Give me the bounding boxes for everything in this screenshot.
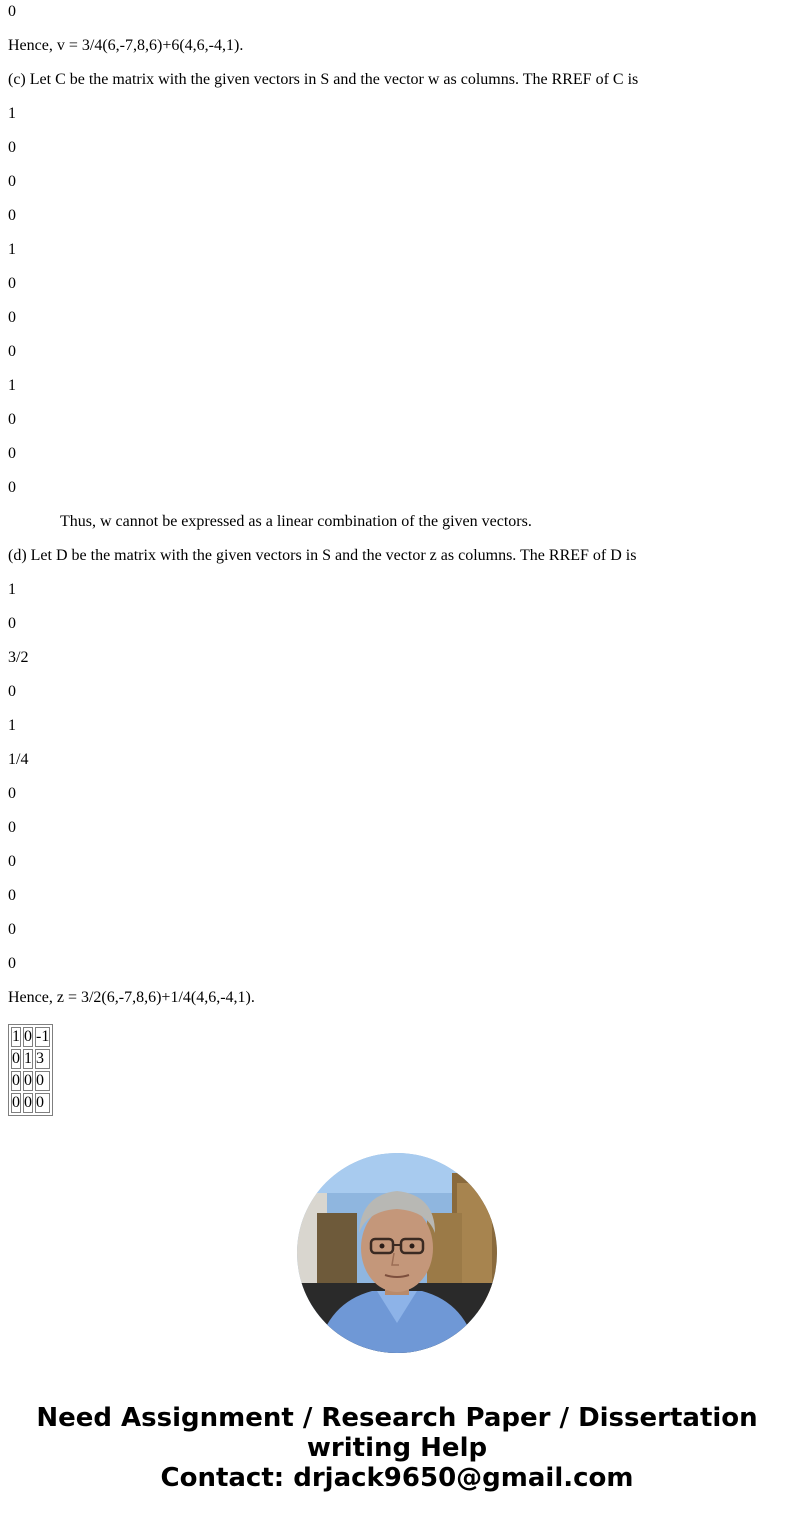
text-line: Hence, z = 3/2(6,-7,8,6)+1/4(4,6,-4,1). <box>8 989 255 1006</box>
tutor-avatar-photo <box>297 1153 497 1353</box>
matrix-cell: 0 <box>35 1093 50 1113</box>
text-line: 0 <box>8 173 16 190</box>
promo-line-2: writing Help <box>306 1433 488 1463</box>
text-line: Thus, w cannot be expressed as a linear combination of the given vectors. <box>60 513 532 530</box>
text-line: 0 <box>8 207 16 224</box>
text-line: 1 <box>8 581 16 598</box>
text-line: 0 <box>8 683 16 700</box>
text-line: 1 <box>8 377 16 394</box>
text-line: 0 <box>8 785 16 802</box>
matrix-row <box>11 1027 50 1047</box>
text-line: 0 <box>8 615 16 632</box>
rref-matrix-table <box>8 1024 53 1116</box>
text-line: 0 <box>8 445 16 462</box>
text-line: (c) Let C be the matrix with the given vectors in S and the vector w as columns. The RREF of C is <box>8 71 639 88</box>
matrix-cell: 1 <box>24 1050 32 1067</box>
matrix-cell: 1 <box>12 1028 20 1045</box>
text-line: 0 <box>8 3 16 20</box>
text-line: 0 <box>8 343 16 360</box>
text-line: 3/2 <box>8 649 29 666</box>
matrix-row <box>11 1071 50 1091</box>
matrix-cell: 0 <box>12 1094 20 1111</box>
promo-contact-line: Contact: drjack9650@gmail.com <box>160 1463 634 1493</box>
matrix-cell: 0 <box>24 1072 32 1089</box>
text-line: 0 <box>8 139 16 156</box>
matrix-cell: 0 <box>35 1071 50 1091</box>
matrix-cell: 0 <box>12 1050 20 1067</box>
text-line: 1 <box>8 105 16 122</box>
matrix-cell: 0 <box>12 1072 20 1089</box>
text-line: 0 <box>8 411 16 428</box>
text-line: Hence, v = 3/4(6,-7,8,6)+6(4,6,-4,1). <box>8 37 244 54</box>
matrix-cell: 0 <box>24 1094 32 1111</box>
text-line: 0 <box>8 819 16 836</box>
text-line: 0 <box>8 887 16 904</box>
text-line: 1 <box>8 717 16 734</box>
text-line: 0 <box>8 853 16 870</box>
matrix-cell: 3 <box>35 1049 50 1069</box>
text-line: 1 <box>8 241 16 258</box>
matrix-row <box>11 1093 50 1113</box>
matrix-cell: 0 <box>24 1028 32 1045</box>
text-line: (d) Let D be the matrix with the given vectors in S and the vector z as columns. The RREF of D is <box>8 547 637 564</box>
text-line: 0 <box>8 921 16 938</box>
matrix-row <box>11 1049 50 1069</box>
text-line: 0 <box>8 955 16 972</box>
text-line: 1/4 <box>8 751 29 768</box>
matrix-cell: -1 <box>36 1028 50 1045</box>
text-line: 0 <box>8 479 16 496</box>
promo-line-1: Need Assignment / Research Paper / Dissertation <box>36 1403 758 1433</box>
contact-banner <box>0 1403 794 1493</box>
text-line: 0 <box>8 275 16 292</box>
text-line: 0 <box>8 309 16 326</box>
